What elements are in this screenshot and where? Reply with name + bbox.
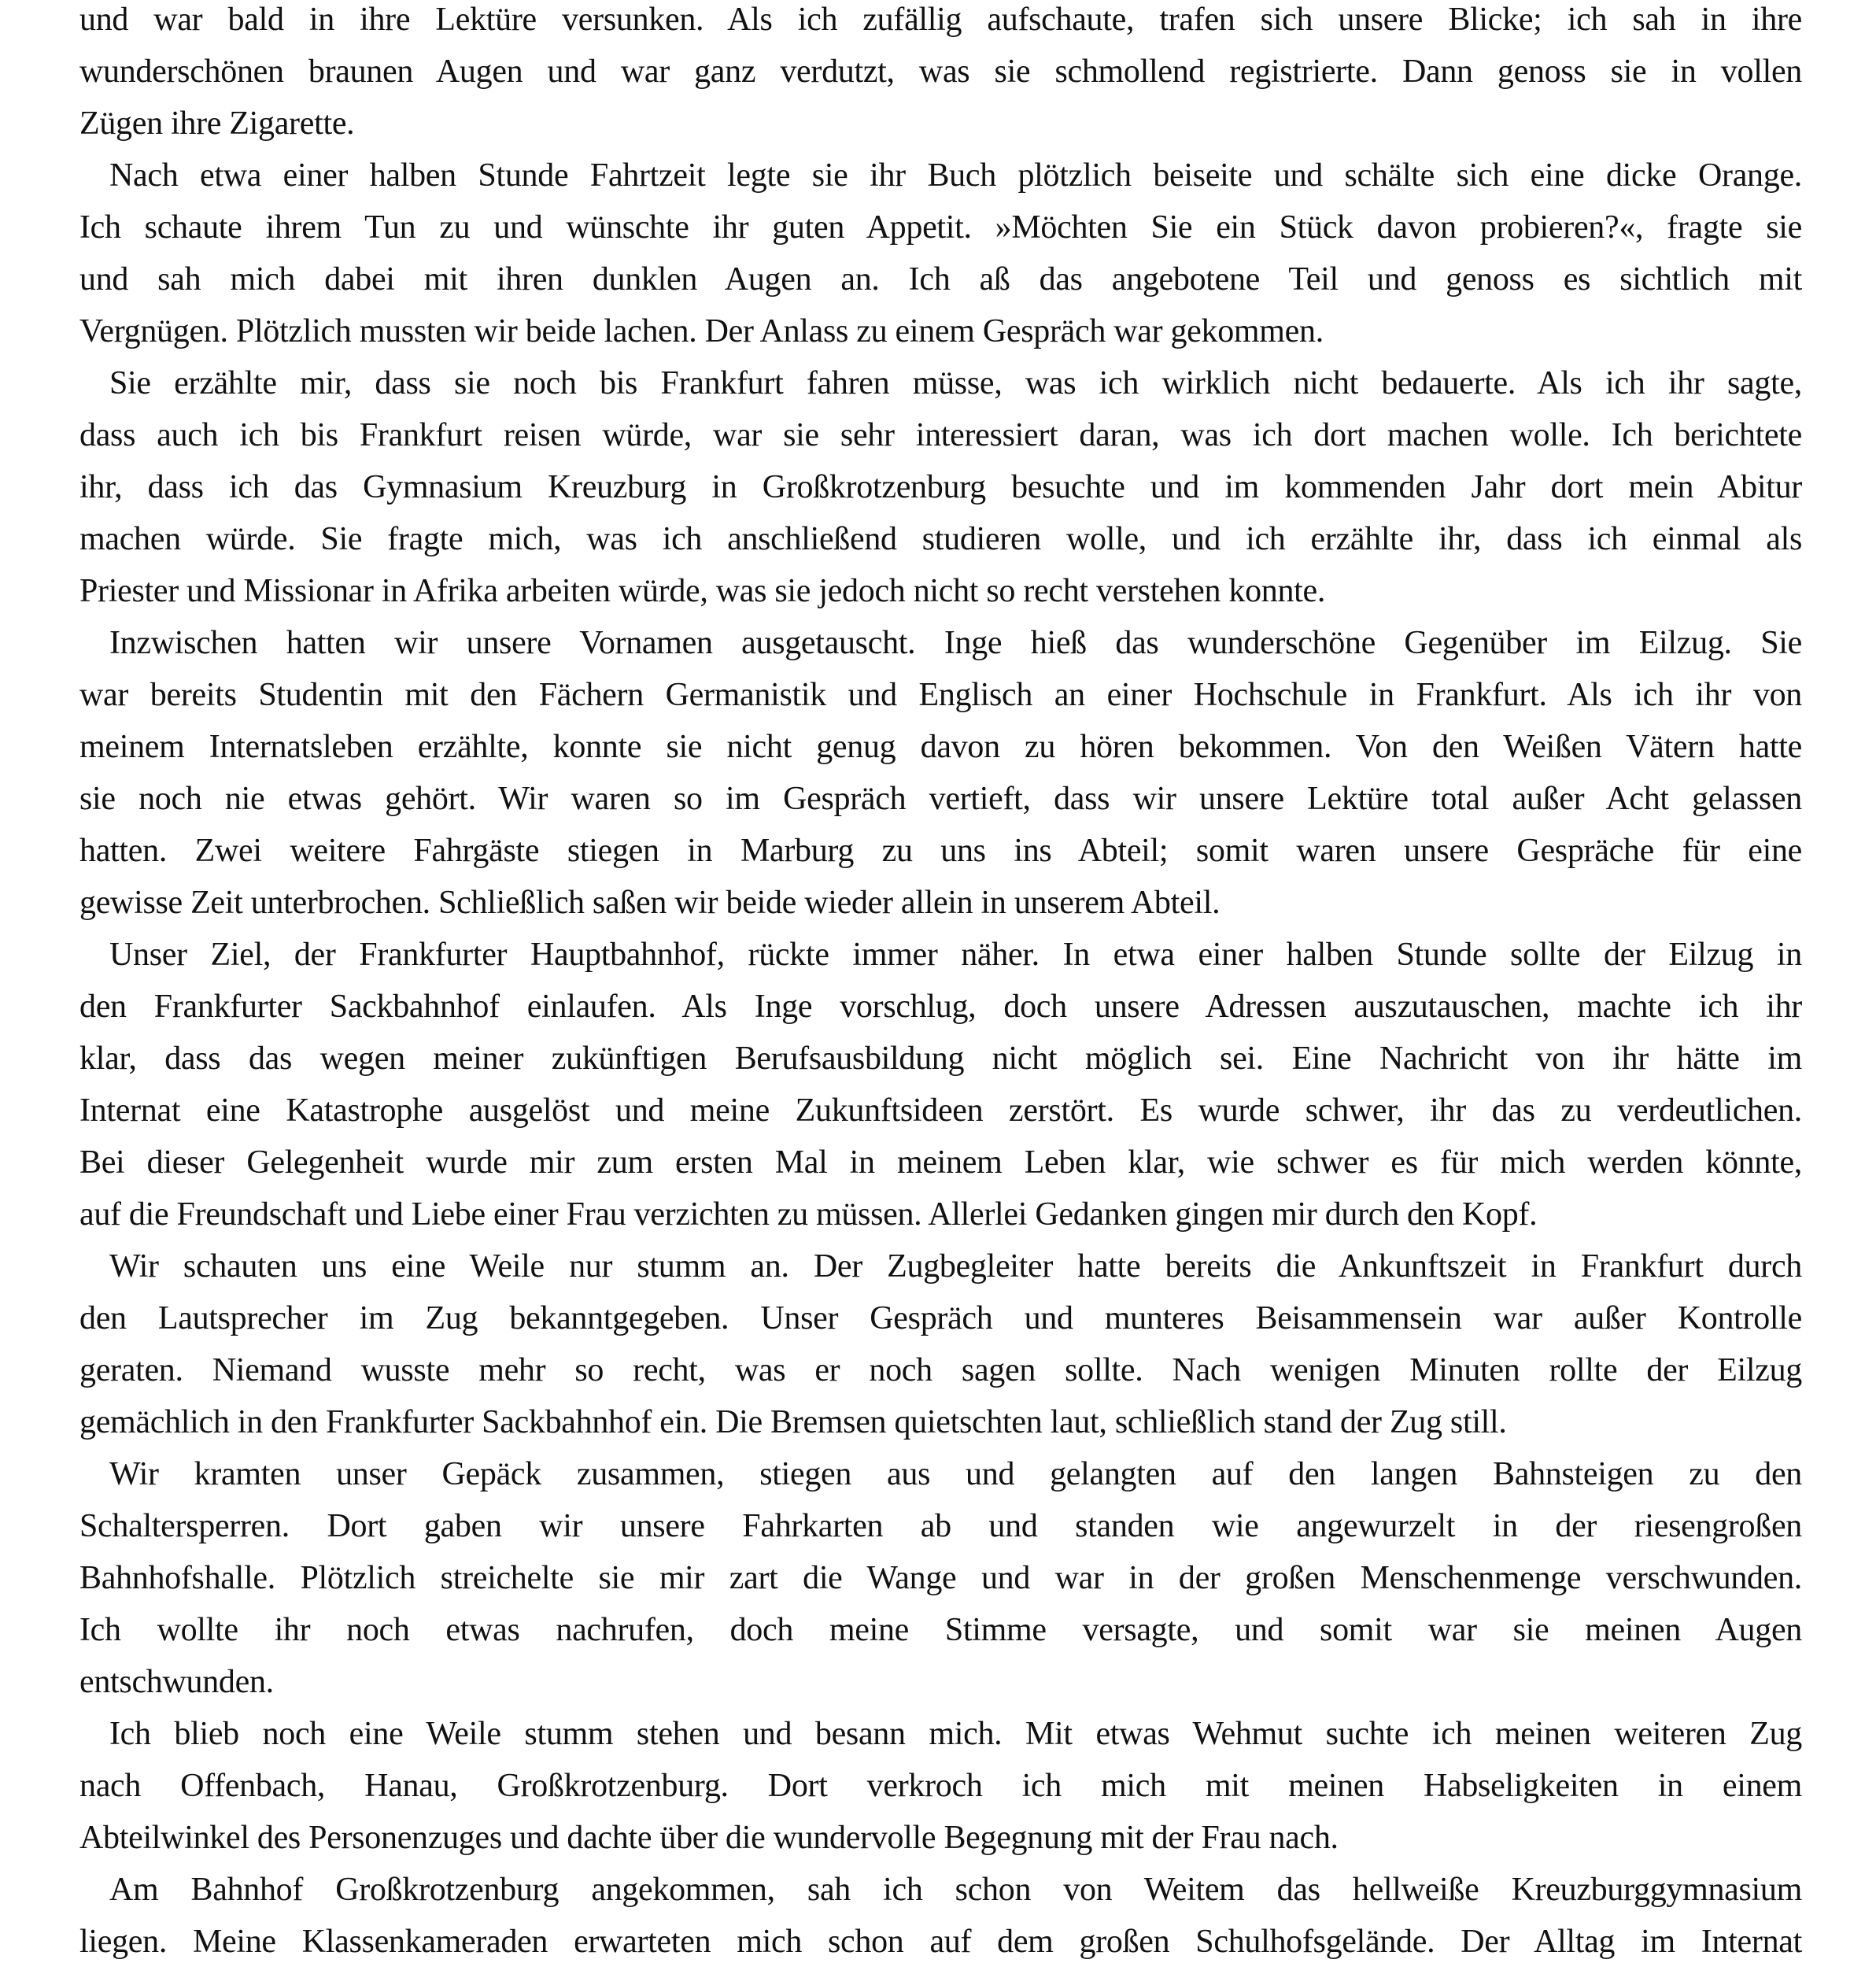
text-line: ihr, dass ich das Gymnasium Kreuzburg in Großkrotzenburg besuchte und im kommenden Jahr dort mein Abitur <box>79 469 1802 505</box>
text-line: auf die Freundschaft und Liebe einer Frau verzichten zu müssen. Allerlei Gedanken gingen mir durch den Kopf. <box>79 1196 1538 1233</box>
text-line: und sah mich dabei mit ihren dunklen Augen an. Ich aß das angebotene Teil und genoss es sichtlich mit <box>79 261 1802 298</box>
paragraph <box>79 357 1802 617</box>
text-line: meinem Internatsleben erzählte, konnte sie nicht genug davon zu hören bekommen. Von den Weißen Vätern hatte <box>79 729 1802 765</box>
text-line: Ich schaute ihrem Tun zu und wünschte ihr guten Appetit. »Möchten Sie ein Stück davon probieren?«, fragte sie <box>79 209 1802 246</box>
paragraph <box>79 0 1802 150</box>
paragraph <box>79 1864 1802 1968</box>
paragraph <box>79 929 1802 1240</box>
text-line: Internat eine Katastrophe ausgelöst und meine Zukunftsideen zerstört. Es wurde schwer, ihr das zu verdeutlichen. <box>79 1092 1802 1129</box>
text-line: Nach etwa einer halben Stunde Fahrtzeit legte sie ihr Buch plötzlich beiseite und schälte sich eine dicke Orange. <box>109 157 1802 194</box>
text-line: Zügen ihre Zigarette. <box>79 105 355 142</box>
text-line: und war bald in ihre Lektüre versunken. Als ich zufällig aufschaute, trafen sich unsere Blicke; ich sah in ihre <box>79 2 1802 38</box>
text-line: Wir schauten uns eine Weile nur stumm an. Der Zugbegleiter hatte bereits die Ankunftszeit in Frankfurt durch <box>109 1248 1802 1285</box>
text-line: machen würde. Sie fragte mich, was ich anschließend studieren wolle, und ich erzählte ihr, dass ich einmal als <box>79 521 1802 557</box>
text-line: Ich wollte ihr noch etwas nachrufen, doch meine Stimme versagte, und somit war sie meinen Augen <box>79 1612 1802 1648</box>
text-line: Ich blieb noch eine Weile stumm stehen und besann mich. Mit etwas Wehmut suchte ich meinen weiteren Zug <box>109 1716 1802 1752</box>
text-line: Schaltersperren. Dort gaben wir unsere Fahrkarten ab und standen wie angewurzelt in der riesengroßen <box>79 1508 1802 1544</box>
paragraph <box>79 150 1802 357</box>
text-line: Inzwischen hatten wir unsere Vornamen ausgetauscht. Inge hieß das wunderschöne Gegenüber im Eilzug. Sie <box>109 625 1802 661</box>
text-line: den Frankfurter Sackbahnhof einlaufen. Als Inge vorschlug, doch unsere Adressen auszutauschen, machte ich ihr <box>79 989 1802 1025</box>
text-line: nach Offenbach, Hanau, Großkrotzenburg. Dort verkroch ich mich mit meinen Habseligkeiten in einem <box>79 1768 1802 1804</box>
text-line: gemächlich in den Frankfurter Sackbahnhof ein. Die Bremsen quietschten laut, schließlich stand der Zug still. <box>79 1404 1507 1440</box>
paragraph <box>79 1708 1802 1864</box>
paragraph <box>79 1448 1802 1708</box>
text-line: sie noch nie etwas gehört. Wir waren so im Gespräch vertieft, dass wir unsere Lektüre total außer Acht gelassen <box>79 781 1802 817</box>
paragraph <box>79 617 1802 929</box>
text-line: Bahnhofshalle. Plötzlich streichelte sie mir zart die Wange und war in der großen Menschenmenge verschwunden. <box>79 1560 1802 1596</box>
page-text <box>79 0 1802 1968</box>
paragraph <box>79 1240 1802 1448</box>
text-line: entschwunden. <box>79 1664 274 1700</box>
text-line: Abteilwinkel des Personenzuges und dachte über die wundervolle Begegnung mit der Frau nach. <box>79 1820 1339 1856</box>
text-line: klar, dass das wegen meiner zukünftigen Berufsausbildung nicht möglich sei. Eine Nachricht von ihr hätte im <box>79 1041 1802 1077</box>
text-line: war bereits Studentin mit den Fächern Germanistik und Englisch an einer Hochschule in Frankfurt. Als ich ihr von <box>79 677 1802 713</box>
text-line: den Lautsprecher im Zug bekanntgegeben. Unser Gespräch und munteres Beisammensein war außer Kontrolle <box>79 1300 1802 1336</box>
text-line: liegen. Meine Klassenkameraden erwarteten mich schon auf dem großen Schulhofsgelände. Der Alltag im Internat <box>79 1924 1802 1960</box>
text-line: Am Bahnhof Großkrotzenburg angekommen, sah ich schon von Weitem das hellweiße Kreuzburggymnasium <box>109 1872 1802 1908</box>
text-line: Bei dieser Gelegenheit wurde mir zum ersten Mal in meinem Leben klar, wie schwer es für mich werden könnte, <box>79 1144 1802 1181</box>
text-line: wunderschönen braunen Augen und war ganz verdutzt, was sie schmollend registrierte. Dann genoss sie in vollen <box>79 54 1802 90</box>
text-line: Unser Ziel, der Frankfurter Hauptbahnhof, rückte immer näher. In etwa einer halben Stunde sollte der Eilzug in <box>109 937 1802 973</box>
text-line: Sie erzählte mir, dass sie noch bis Frankfurt fahren müsse, was ich wirklich nicht bedauerte. Als ich ihr sagte, <box>109 365 1802 401</box>
text-line: geraten. Niemand wusste mehr so recht, was er noch sagen sollte. Nach wenigen Minuten rollte der Eilzug <box>79 1352 1802 1388</box>
text-line: Priester und Missionar in Afrika arbeiten würde, was sie jedoch nicht so recht verstehen konnte. <box>79 573 1326 609</box>
text-line: Vergnügen. Plötzlich mussten wir beide lachen. Der Anlass zu einem Gespräch war gekommen. <box>79 313 1324 349</box>
text-line: gewisse Zeit unterbrochen. Schließlich saßen wir beide wieder allein in unserem Abteil. <box>79 885 1221 921</box>
text-line: Wir kramten unser Gepäck zusammen, stiegen aus und gelangten auf den langen Bahnsteigen zu den <box>109 1456 1802 1492</box>
text-line: hatten. Zwei weitere Fahrgäste stiegen in Marburg zu uns ins Abteil; somit waren unsere Gespräche für eine <box>79 833 1802 869</box>
text-line: dass auch ich bis Frankfurt reisen würde, war sie sehr interessiert daran, was ich dort machen wolle. Ich berichtete <box>79 417 1802 453</box>
